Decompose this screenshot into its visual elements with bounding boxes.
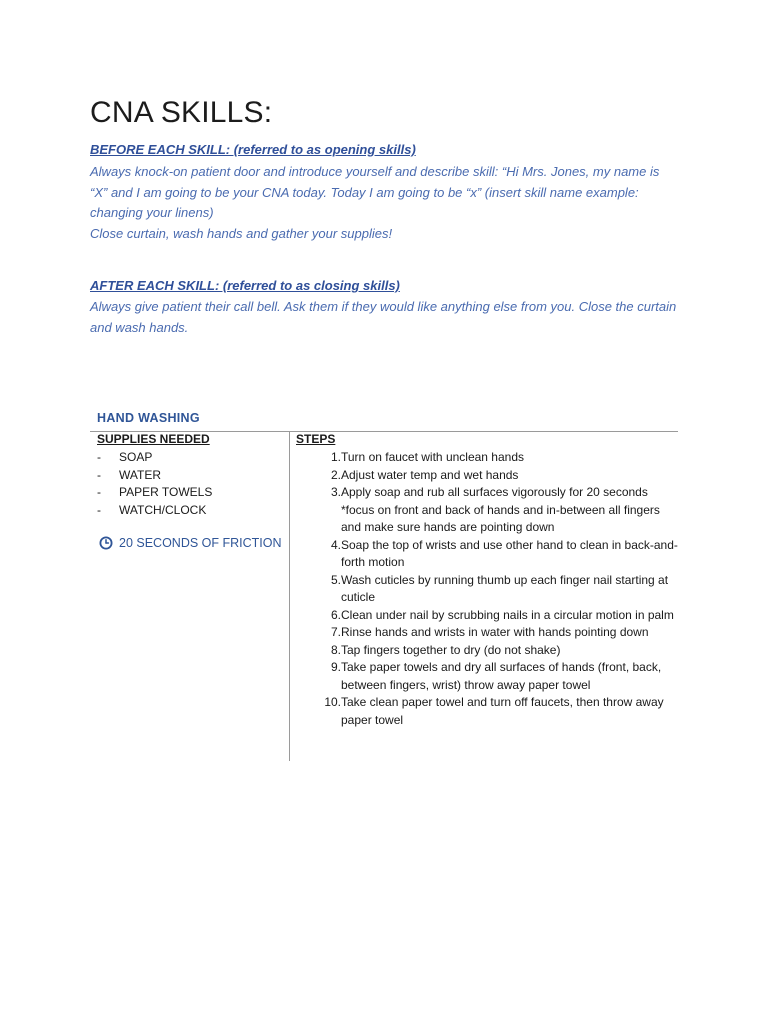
hand-washing-title: HAND WASHING xyxy=(97,411,200,425)
page-title: CNA SKILLS: xyxy=(90,96,273,129)
step-text: Rinse hands and wrists in water with hands pointing down xyxy=(341,625,649,639)
step-item xyxy=(303,449,678,467)
step-item xyxy=(303,467,678,485)
step-text: Turn on faucet with unclean hands xyxy=(341,450,525,464)
step-item xyxy=(303,537,678,572)
supply-item xyxy=(97,484,212,502)
step-item xyxy=(303,624,678,642)
supply-item xyxy=(97,449,212,467)
steps-list xyxy=(303,449,678,729)
step-item xyxy=(303,484,678,537)
step-text: Adjust water temp and wet hands xyxy=(341,467,519,482)
supply-item xyxy=(97,467,212,485)
step-text: Tap fingers together to dry (do not shake) xyxy=(341,642,561,657)
step-item xyxy=(303,659,678,694)
after-skill-heading: AFTER EACH SKILL: (referred to as closing skills) xyxy=(90,278,400,293)
supply-label: WATER xyxy=(119,467,161,482)
supply-label: PAPER TOWELS xyxy=(119,485,213,499)
list-dash: - xyxy=(97,450,101,464)
step-number: 2. xyxy=(330,467,341,482)
supply-label: SOAP xyxy=(119,450,153,464)
step-number: 3. xyxy=(330,485,341,499)
step-text: Clean under nail by scrubbing nails in a circular motion in palm xyxy=(341,607,674,622)
after-skill-body xyxy=(90,297,678,338)
step-text: Soap the top of wrists and use other hand to clean in back-and-forth motion xyxy=(341,537,678,569)
list-dash: - xyxy=(97,485,101,499)
friction-note xyxy=(99,536,282,550)
before-skill-heading: BEFORE EACH SKILL: (referred to as opening skills) xyxy=(90,142,416,157)
step-item xyxy=(303,642,678,660)
friction-label: 20 SECONDS OF FRICTION xyxy=(119,536,282,550)
step-item xyxy=(303,607,678,625)
step-number: 9. xyxy=(330,660,341,674)
steps-heading: STEPS xyxy=(296,432,336,446)
supply-item xyxy=(97,502,212,520)
step-number: 4. xyxy=(330,537,341,552)
step-item xyxy=(303,572,678,607)
list-dash: - xyxy=(97,467,101,482)
supply-label: WATCH/CLOCK xyxy=(119,502,207,517)
table-column-divider xyxy=(289,431,290,761)
step-number: 6. xyxy=(330,607,341,622)
before-skill-paragraph: Close curtain, wash hands and gather your supplies! xyxy=(90,225,393,241)
step-item xyxy=(303,694,678,729)
supplies-heading: SUPPLIES NEEDED xyxy=(97,432,210,446)
before-skill-paragraph: Always knock-on patient door and introduce yourself and describe skill: “Hi Mrs. Jones, my name is “X” and I am going to be your CNA today. Today I am going to be “x” (insert skill name example: changing your linens) xyxy=(90,164,660,220)
step-text: Wash cuticles by running thumb up each finger nail starting at cuticle xyxy=(341,572,669,604)
step-text: Take paper towels and dry all surfaces of hands (front, back, between fingers, wrist) throw away paper towel xyxy=(341,660,662,692)
step-number: 5. xyxy=(330,572,341,587)
step-text: Take clean paper towel and turn off faucets, then throw away paper towel xyxy=(341,695,664,727)
list-dash: - xyxy=(97,502,101,517)
step-number: 1. xyxy=(330,450,341,464)
before-skill-body xyxy=(90,162,678,244)
step-number: 10. xyxy=(324,695,341,709)
clock-icon xyxy=(99,536,113,550)
step-number: 7. xyxy=(330,625,341,639)
step-text: Apply soap and rub all surfaces vigorously for 20 seconds *focus on front and back of hands and in-between all fingers and make sure hands are pointing down xyxy=(341,485,660,534)
step-number: 8. xyxy=(330,642,341,657)
supplies-list xyxy=(97,449,212,519)
after-skill-paragraph: Always give patient their call bell. Ask them if they would like anything else from you. Close the curtain and wash hands. xyxy=(90,299,677,335)
